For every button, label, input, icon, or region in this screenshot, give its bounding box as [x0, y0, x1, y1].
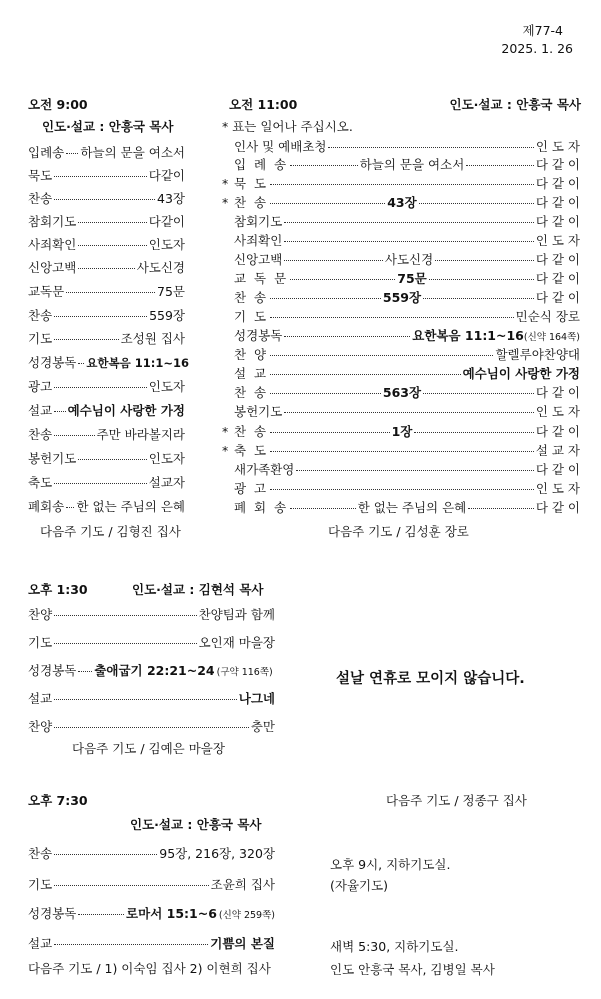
order-item: * 묵 도 다 같 이: [222, 176, 580, 191]
evening-prayer-note: (자율기도): [330, 878, 389, 893]
next-prayer: 다음주 기도 / 김형진 집사: [40, 524, 181, 539]
order-item: 찬양 충만: [28, 719, 275, 734]
order-item: * 축 도 설 교 자: [222, 443, 580, 458]
order-item: 찬송 43장: [28, 191, 185, 206]
order-item: 교 독 문 75문 다 같 이: [234, 271, 581, 286]
order-item: 폐회송 한 없는 주님의 은혜: [28, 499, 185, 514]
issue-number: 제77-4: [522, 23, 563, 38]
order-item: 설 교 예수님이 사랑한 가정: [234, 366, 580, 381]
order-item: 찬 송 563장 다 같 이: [234, 385, 581, 400]
order-item: 기도 오인재 마을장: [28, 635, 275, 650]
order-item: 기 도 민순식 장로: [234, 309, 580, 324]
order-item: 찬양 찬양팀과 함께: [28, 607, 275, 622]
evening-prayer: 오후 9시, 지하기도실.: [330, 857, 451, 872]
order-item: 인사 및 예배초청 인 도 자: [234, 139, 580, 154]
standing-note: * 표는 일어나 주십시오.: [222, 119, 353, 134]
order-item: 광고 인도자: [28, 379, 185, 394]
next-prayer: 다음주 기도 / 김성훈 장로: [328, 524, 469, 539]
order-item: 성경봉독 로마서 15:1~6 (신약 259쪽): [28, 906, 275, 921]
dawn-prayer-leader: 인도 안흥국 목사, 김병일 목사: [330, 962, 495, 977]
order-item: 묵도 다같이: [28, 168, 185, 183]
order-item: 찬 양 할렐루야찬양대: [234, 347, 580, 362]
order-item: 입 례 송 하늘의 문을 여소서 다 같 이: [234, 157, 580, 172]
order-item: 축도 설교자: [28, 475, 185, 490]
service-leader: 인도·설교 : 안흥국 목사: [130, 817, 262, 832]
service-time: 오전 11:00: [229, 97, 298, 112]
order-item: 봉헌기도 인 도 자: [234, 404, 580, 419]
order-item: 광 고 인 도 자: [234, 481, 580, 496]
order-item: 폐 회 송 한 없는 주님의 은혜 다 같 이: [234, 500, 580, 515]
service-leader: 인도·설교 : 김현석 목사: [132, 582, 264, 597]
next-prayer: 다음주 기도 / 1) 이숙임 집사 2) 이현희 집사: [28, 961, 271, 976]
order-item: 설교 나그네: [28, 691, 275, 706]
order-item: 교독문 75문: [28, 284, 185, 299]
service-leader: 인도·설교 : 안흥국 목사: [449, 97, 581, 112]
order-item: 성경봉독 요한복음 11:1~16: [28, 355, 189, 370]
order-item: 사죄확인 인도자: [28, 237, 185, 252]
service-time: 오후 1:30: [28, 582, 88, 597]
order-item: 봉헌기도 인도자: [28, 451, 185, 466]
order-item: 찬송 95장, 216장, 320장: [28, 846, 275, 861]
order-item: 신앙고백 사도신경 다 같 이: [234, 252, 580, 267]
order-item: * 찬 송 43장 다 같 이: [222, 195, 581, 210]
order-item: 성경봉독 요한복음 11:1~16 (신약 164쪽): [234, 328, 580, 343]
dawn-prayer: 새벽 5:30, 지하기도실.: [330, 939, 459, 954]
bulletin-date: 2025. 1. 26: [501, 41, 573, 56]
service-time: 오전 9:00: [28, 97, 88, 112]
service-time: 오후 7:30: [28, 793, 88, 808]
order-item: 참회기도 다같이: [28, 214, 185, 229]
order-item: 찬 송 559장 다 같 이: [234, 290, 581, 305]
order-item: 참회기도 다 같 이: [234, 214, 580, 229]
order-item: 입례송 하늘의 문을 여소서: [28, 145, 185, 160]
order-item: 사죄확인 인 도 자: [234, 233, 580, 248]
order-item: 찬송 주만 바라볼지라: [28, 427, 185, 442]
order-item: 신앙고백 사도신경: [28, 260, 185, 275]
order-item: * 찬 송 1장 다 같 이: [222, 424, 580, 439]
service-leader: 인도·설교 : 안흥국 목사: [42, 119, 174, 134]
order-item: 기도 조윤희 집사: [28, 877, 275, 892]
holiday-notice: 설날 연휴로 모이지 않습니다.: [336, 671, 525, 687]
next-prayer: 다음주 기도 / 김예은 마을장: [72, 741, 225, 756]
order-item: 성경봉독 출애굽기 22:21~24 (구약 116쪽): [28, 663, 273, 678]
order-item: 찬송 559장: [28, 308, 185, 323]
order-item: 기도 조성원 집사: [28, 331, 185, 346]
order-item: 새가족환영 다 같 이: [234, 462, 580, 477]
order-item: 설교 예수님이 사랑한 가정: [28, 403, 185, 418]
order-item: 설교 기쁨의 본질: [28, 936, 275, 951]
notice-next-prayer: 다음주 기도 / 정종구 집사: [386, 793, 527, 808]
